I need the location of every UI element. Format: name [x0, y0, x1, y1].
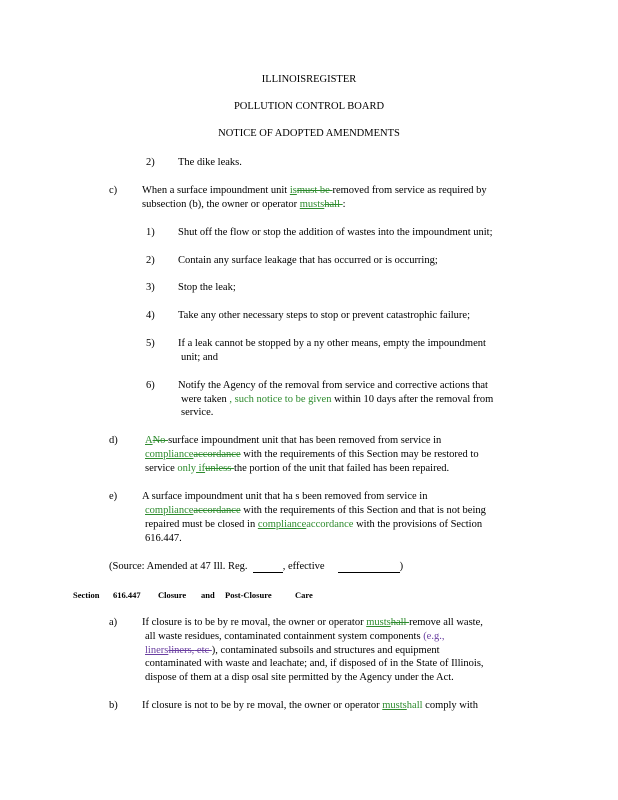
paragraph-line: linersliners, etc ), contaminated subsoils and structures and equipment [145, 645, 440, 656]
deleted-text: hall [324, 199, 343, 210]
section-number: 616.447 [113, 590, 141, 600]
inserted-text: hall [406, 700, 423, 711]
subsection-label: c) [109, 185, 118, 196]
item-number: 6) [146, 380, 155, 391]
section-title-word: Post-Closure [225, 590, 272, 600]
subsection-label: d) [109, 435, 118, 446]
paragraph-line: complianceaccordance with the requirements of this Section and that is not being [145, 505, 486, 516]
deleted-text: etc [194, 645, 212, 656]
paragraph-line: complianceaccordance with the requirements of this Section may be restored to [145, 449, 479, 460]
section-title-word: Closure [158, 590, 187, 600]
item-number: 2) [146, 255, 155, 266]
inserted-text: accordance [306, 519, 354, 530]
item-text: Shut off the flow or stop the addition of wastes into the impoundment unit; [178, 227, 493, 238]
section-title-word: and [201, 590, 215, 600]
inserted-text: (e.g., [423, 631, 445, 642]
source-note: (Source: Amended at 47 Ill. Reg. , effective ) [109, 561, 404, 572]
item-text: service. [181, 407, 214, 418]
paragraph-line: If closure is not to be by re moval, the owner or operator mustshall comply with [142, 700, 478, 711]
paragraph-line: contaminated with waste and leachate; and, if disposed of in the State of Illinois, [145, 658, 484, 669]
paragraph-line: service only ifunless the portion of the unit that failed has been repaired. [145, 463, 450, 474]
paragraph-line: all waste residues, contaminated containment system components (e.g., [145, 631, 445, 642]
paragraph-line: A surface impoundment unit that ha s been removed from service in [142, 491, 428, 502]
inserted-text: liners [145, 645, 169, 656]
inserted-text: if [196, 463, 206, 474]
notice-title: NOTICE OF ADOPTED AMENDMENTS [218, 128, 400, 139]
blank-field [338, 562, 400, 573]
inserted-text: compliance [145, 449, 194, 460]
subsection-label: b) [109, 700, 118, 711]
deleted-text: No [152, 435, 169, 446]
section-label: Section [73, 590, 100, 600]
item-text: The dike leaks. [178, 157, 242, 168]
subsection-label: e) [109, 491, 118, 502]
inserted-text: musts [299, 199, 325, 210]
deleted-text: hall [390, 617, 410, 628]
item-number: 1) [146, 227, 155, 238]
paragraph-line: dispose of them at a disp osal site permitted by the Agency under the Act. [145, 672, 454, 683]
deleted-text: unless [205, 463, 234, 474]
deleted-text: accordance [193, 505, 241, 516]
item-number: 2) [146, 157, 155, 168]
item-text: If a leak cannot be stopped by a ny other means, empty the impoundment [178, 338, 486, 349]
item-text: unit; and [181, 352, 219, 363]
item-text: Notify the Agency of the removal from service and corrective actions that [178, 380, 488, 391]
item-text: Contain any surface leakage that has occurred or is occurring; [178, 255, 438, 266]
item-number: 3) [146, 282, 155, 293]
deleted-text: must be [296, 185, 333, 196]
board-title: POLLUTION CONTROL BOARD [233, 101, 385, 112]
inserted-text: only [177, 463, 197, 474]
register-title: ILLINOISREGISTER [261, 74, 357, 85]
item-text: Stop the leak; [178, 282, 236, 293]
paragraph-line: repaired must be closed in complianceaccordance with the provisions of Section [145, 519, 483, 530]
inserted-text: , such notice to be given [229, 394, 332, 405]
item-text: were taken , such notice to be given within 10 days after the removal from [181, 394, 494, 405]
subsection-label: a) [109, 617, 118, 628]
inserted-text: musts [366, 617, 391, 628]
item-number: 5) [146, 338, 155, 349]
section-title-word: Care [295, 590, 313, 600]
inserted-text: compliance [257, 519, 307, 530]
paragraph-line: subsection (b), the owner or operator mustshall : [142, 199, 346, 210]
paragraph-line: When a surface impoundment unit ismust be removed from service as required by [142, 185, 487, 196]
inserted-text: musts [382, 700, 407, 711]
paragraph-line: ANo surface impoundment unit that has been removed from service in [145, 435, 442, 446]
item-text: Take any other necessary steps to stop or prevent catastrophic failure; [178, 310, 470, 321]
paragraph-line: If closure is to be by re moval, the owner or operator mustshall remove all waste, [142, 617, 483, 628]
deleted-text: accordance [193, 449, 241, 460]
blank-field [253, 562, 283, 573]
deleted-text: liners, [168, 645, 195, 656]
item-number: 4) [146, 310, 155, 321]
inserted-text: is [289, 185, 297, 196]
paragraph-line: 616.447. [145, 533, 182, 544]
inserted-text: compliance [145, 505, 194, 516]
inserted-text: A [145, 435, 153, 446]
